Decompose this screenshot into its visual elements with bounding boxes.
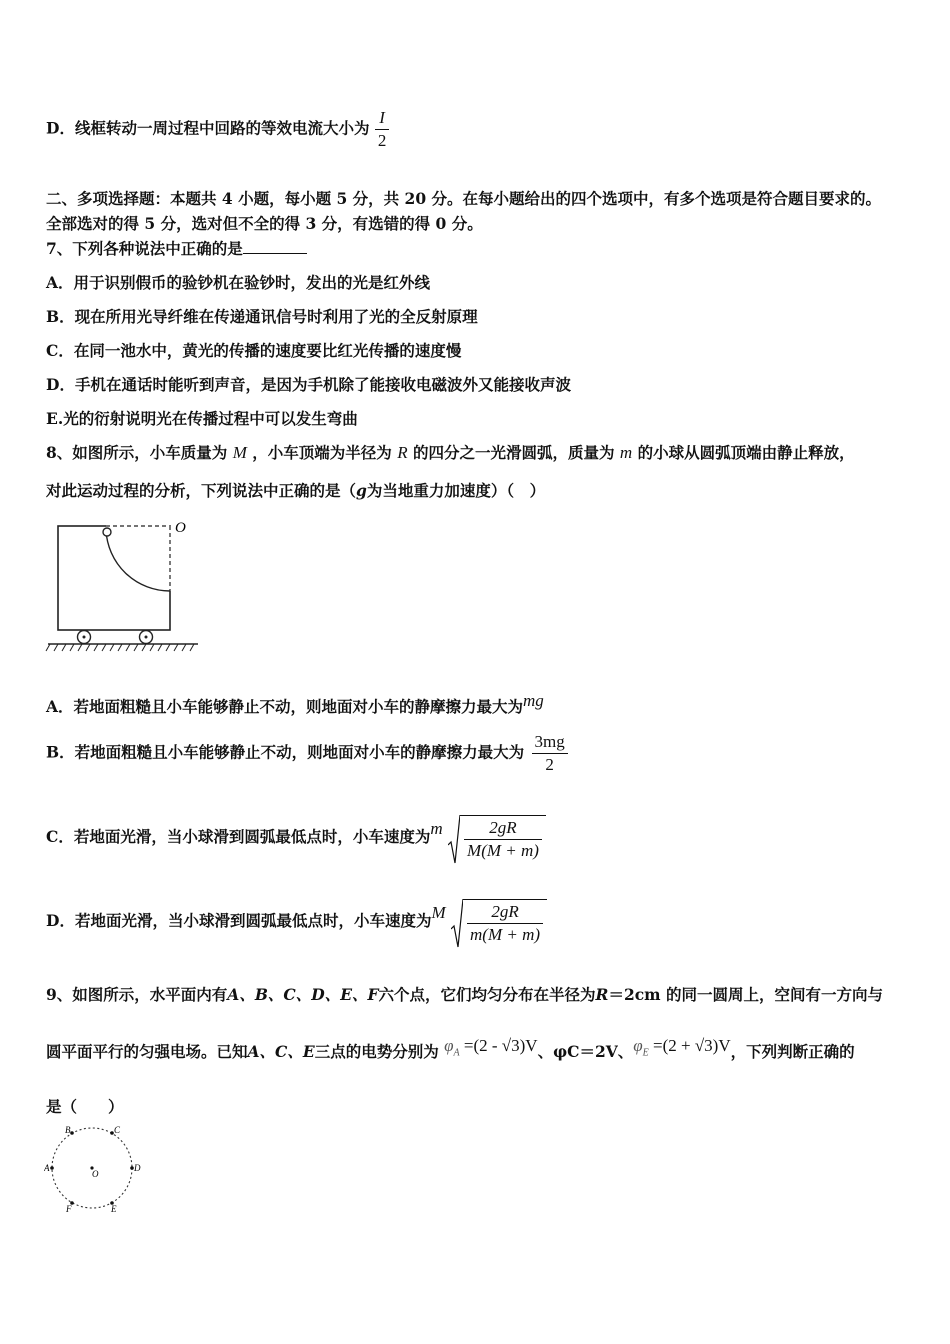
radical-sign-icon [448,815,460,865]
fraction-numerator: I [379,108,385,127]
fraction-denominator: M(M + m) [467,841,539,860]
q8-option-c-text: C．若地面光滑，当小球滑到圆弧最低点时，小车速度为 [46,827,431,846]
var-m: m [619,443,633,462]
q7-option-c: C．在同一池水中，黄光的传播的速度要比红光传播的速度慢 [46,341,462,360]
circle-figure [44,1122,144,1214]
option-6d [46,108,389,151]
fraction-denominator: 2 [377,131,387,150]
sqrt-expression [448,815,546,861]
q9-stem-line3: 是（ ） [46,1097,124,1116]
q9-points: A、B、C、D、E、F [227,985,379,1004]
q8-option-c-fraction [464,818,542,861]
var-M: M [232,443,247,462]
q8-stem-part: 的四分之一光滑圆弧，质量为 [413,443,615,462]
q9-stem-part: ，下列判断正确的 [730,1042,855,1061]
q8-option-d-fraction [467,902,543,945]
label-O: O [92,1169,99,1179]
q9-stem-part: ＝2cm 的同一圆周上，空间有一方向与 [608,985,883,1004]
q8-option-b-text: B．若地面粗糙且小车能够静止不动，则地面对小车的静摩擦力最大为 [46,742,525,762]
q8-option-a-text: A．若地面粗糙且小车能够静止不动，则地面对小车的静摩擦力最大为 [46,697,524,716]
q9-points: A、C、E [247,1042,315,1061]
q7-option-d: D．手机在通话时能听到声音，是因为手机除了能接收电磁波外又能接收声波 [46,375,571,394]
var-g: g [356,481,367,500]
q8-option-d-text: D．若地面光滑，当小球滑到圆弧最低点时，小车速度为 [46,911,432,930]
q8-stem-part: 对此运动过程的分析，下列说法中正确的是（ [46,481,357,500]
q7-stem [46,237,307,259]
q9-stem-part: 圆平面平行的匀强电场。已知 [46,1042,248,1061]
fraction-numerator: 3mg [534,732,565,751]
section2-line2: 全部选对的得 5 分，选对但不全的得 3 分，有选错的得 0 分。 [46,214,483,233]
label-A: A [44,1163,50,1173]
q7-option-a: A．用于识别假币的验钞机在验钞时，发出的光是红外线 [46,273,431,292]
phi-e-expression [633,1036,731,1059]
q8-option-d [46,899,547,945]
label-B: B [65,1125,71,1135]
q8-stem-part: ，小车顶端为半径为 [252,443,392,462]
label-F: F [66,1204,72,1214]
q8-stem-line1 [46,441,855,463]
label-E: E [111,1204,117,1214]
radical-sign-icon [451,899,463,949]
q7-option-e: E.光的衍射说明光在传播过程中可以发生弯曲 [46,409,358,428]
phi-c-expression: 、φC＝2V、 [537,1042,634,1061]
var-R: R [397,443,408,462]
q8-stem-part: 8、如图所示，小车质量为 [46,443,228,462]
quarter-arc [106,530,170,591]
q7-option-b: B．现在所用光导纤维在传递通讯信号时利用了光的全反射原理 [46,307,478,326]
q8-option-b [46,732,568,775]
q9-stem-line2 [46,1036,855,1064]
cart-body [58,526,170,630]
phi-a-value: =(2 - √3)V [463,1036,538,1055]
answer-blank [243,241,307,254]
q8-option-c [46,815,546,861]
q8-option-a [46,691,544,717]
q8-stem-part: 的小球从圆弧顶端由静止释放， [637,443,855,462]
q9-stem-line1 [46,983,883,1005]
fraction-denominator: 2 [545,755,554,774]
label-C: C [114,1125,121,1135]
phi-subscript: A [453,1047,460,1059]
q8-option-d-coef: M [431,903,446,922]
ground-hatching [46,644,194,651]
option-6d-text: D．线框转动一周过程中回路的等效电流大小为 [46,118,370,138]
q8-option-c-coef: m [430,819,443,838]
cart-figure [44,515,204,655]
fraction-numerator: 2gR [491,902,519,921]
phi-e-value: =(2 + √3)V [653,1036,731,1055]
fraction-denominator: m(M + m) [470,925,541,944]
phi-symbol: φ [633,1036,643,1055]
label-D: D [134,1163,141,1173]
option-6d-fraction [375,108,390,151]
phi-subscript: E [642,1047,649,1059]
sqrt-expression [451,899,547,945]
q7-stem-text: 7、下列各种说法中正确的是 [46,239,243,258]
section2-line1: 二、多项选择题：本题共 4 小题，每小题 5 分，共 20 分。在每小题给出的四个选项中，有多个选项是符合题目要求的。 [46,189,882,208]
q8-option-b-fraction [532,732,568,775]
q8-stem-line2 [46,479,545,501]
ball [103,528,111,536]
q8-stem-part: 为当地重力加速度）（ ） [366,481,546,500]
var-R: R [595,985,609,1004]
q9-stem-part: 9、如图所示，水平面内有 [46,985,228,1004]
q9-stem-part: 六个点，它们均匀分布在半径为 [378,985,596,1004]
q8-option-a-math: mg [523,691,544,710]
fraction-numerator: 2gR [489,818,517,837]
phi-symbol: φ [444,1036,454,1055]
phi-a-expression [444,1036,538,1059]
point-O-label: O [175,520,186,536]
q9-stem-part: 三点的电势分别为 [314,1042,439,1061]
